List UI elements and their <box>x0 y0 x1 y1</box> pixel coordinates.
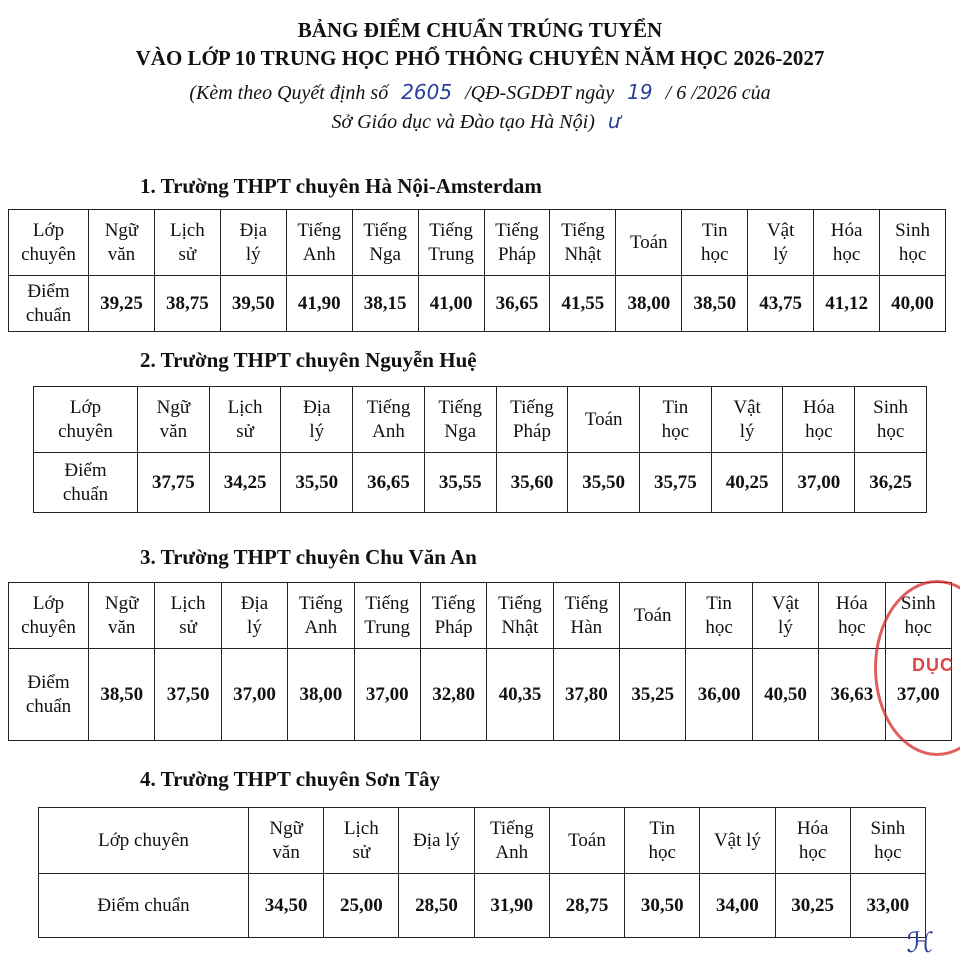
cutoff-score-cell: 34,00 <box>700 874 775 938</box>
cutoff-score-cell: 40,00 <box>880 276 946 332</box>
cutoff-score-cell: 37,00 <box>783 453 855 513</box>
class-label <box>9 210 89 276</box>
subject-name: Địa lý <box>413 829 461 851</box>
subject-name: Sinh <box>900 592 936 614</box>
cutoff-score-cell: 41,00 <box>418 276 484 332</box>
cutoff-score-cell: 37,75 <box>138 453 210 513</box>
subject-name: sử <box>179 616 197 638</box>
score-label-text: Điểm <box>27 280 70 302</box>
subject-name: học <box>701 243 729 265</box>
subject-name: Sinh <box>873 396 909 418</box>
cutoff-score-cell: 39,25 <box>89 276 155 332</box>
seal-text: DỤC <box>912 655 954 675</box>
cutoff-score-cell: 38,75 <box>154 276 220 332</box>
subject-header-cell <box>138 387 210 453</box>
subject-name: Vật <box>771 592 800 614</box>
subject-header-cell <box>814 210 880 276</box>
subject-name: lý <box>773 243 789 265</box>
school-1-score-table <box>8 209 946 332</box>
class-label <box>34 387 138 453</box>
subject-name: Ngữ <box>104 219 139 241</box>
score-label <box>9 276 89 332</box>
subject-header-cell <box>354 583 420 649</box>
subject-header-row <box>34 387 927 453</box>
subject-name: Pháp <box>497 243 536 265</box>
subject-name: Tiếng <box>363 219 407 241</box>
subject-name: Địa <box>303 396 331 418</box>
subject-header-cell <box>424 387 496 453</box>
subject-name: Nga <box>369 243 401 265</box>
subject-name: Tiếng <box>564 592 609 614</box>
cutoff-score-cell: 35,50 <box>568 453 640 513</box>
subject-header-cell <box>850 808 925 874</box>
subject-header-cell <box>220 210 286 276</box>
cutoff-score-cell: 36,25 <box>855 453 927 513</box>
school-1-title: 1. Trường THPT chuyên Hà Nội-Amsterdam <box>140 174 542 198</box>
cutoff-score-cell: 41,55 <box>550 276 616 332</box>
class-label-text: Lớp <box>69 396 102 418</box>
subject-header-cell <box>550 210 616 276</box>
subject-name: Hàn <box>570 616 603 638</box>
cutoff-score-cell: 37,80 <box>553 649 619 741</box>
class-label <box>39 808 249 874</box>
subject-name: Anh <box>304 616 338 638</box>
subject-name: Tiếng <box>438 396 483 418</box>
subject-name: học <box>805 420 833 442</box>
cutoff-score-cell: 34,50 <box>249 874 324 938</box>
subject-name: học <box>798 841 827 863</box>
subject-name: Nga <box>444 420 477 442</box>
score-label-text: chuẩn <box>25 695 72 717</box>
cutoff-score-cell: 38,15 <box>352 276 418 332</box>
subject-name: Toán <box>568 829 606 851</box>
cutoff-score-cell: 38,50 <box>89 649 155 741</box>
cutoff-score-cell: 38,50 <box>682 276 748 332</box>
subject-name: sử <box>236 420 254 442</box>
subject-header-cell <box>249 808 324 874</box>
subject-name: Tiếng <box>495 219 539 241</box>
cutoff-score-cell: 40,35 <box>487 649 553 741</box>
cutoff-score-cell: 35,50 <box>281 453 353 513</box>
subject-name: lý <box>778 616 793 638</box>
subject-header-cell <box>154 210 220 276</box>
class-label-text: Lớp <box>32 592 65 614</box>
subject-name: văn <box>159 420 188 442</box>
class-label-text: chuyên <box>21 616 76 638</box>
class-label-text: Lớp <box>32 219 65 241</box>
subject-name: học <box>661 420 690 442</box>
subject-name: học <box>832 243 861 265</box>
cutoff-score-cell: 41,12 <box>814 276 880 332</box>
subject-header-cell <box>752 583 818 649</box>
subject-name: Tiếng <box>429 219 473 241</box>
subject-name: Trung <box>364 616 411 638</box>
cutoff-score-cell: 35,55 <box>424 453 496 513</box>
school-4-score-table <box>38 807 926 938</box>
document-title-line1: BẢNG ĐIỂM CHUẨN TRÚNG TUYỂN <box>297 18 663 42</box>
subject-name: học <box>705 616 733 638</box>
subject-header-cell <box>682 210 748 276</box>
subject-name: học <box>874 841 902 863</box>
cutoff-score-cell: 40,50 <box>752 649 818 741</box>
cutoff-score-cell: 30,25 <box>775 874 850 938</box>
subject-name: Toán <box>633 604 672 626</box>
cutoff-score-cell: 28,75 <box>549 874 624 938</box>
subject-name: Tiếng <box>498 592 542 614</box>
subject-name: Hóa <box>796 817 829 839</box>
subject-header-row <box>39 808 926 874</box>
subject-name: Ngữ <box>156 396 191 418</box>
score-label-text: chuẩn <box>62 483 109 505</box>
score-label <box>9 649 89 741</box>
cutoff-score-cell: 32,80 <box>420 649 486 741</box>
subject-name: Địa <box>239 219 268 241</box>
subject-name: Tin <box>706 592 732 614</box>
subject-header-cell <box>288 583 354 649</box>
cutoff-score-cell: 40,25 <box>711 453 783 513</box>
subject-name: học <box>904 616 932 638</box>
subject-header-cell <box>616 210 682 276</box>
subject-name: Sinh <box>870 817 906 839</box>
decision-day: 19 <box>627 80 653 104</box>
subject-name: học <box>898 243 927 265</box>
subject-name: Tiếng <box>297 219 342 241</box>
subject-header-cell <box>474 808 549 874</box>
cutoff-score-cell: 37,00 <box>354 649 420 741</box>
subtitle-date-rest: / 6 /2026 của <box>665 82 771 104</box>
subject-header-row <box>9 583 952 649</box>
cutoff-score-cell: 36,65 <box>484 276 550 332</box>
subject-header-cell <box>281 387 353 453</box>
subject-name: Tiếng <box>366 396 411 418</box>
cutoff-score-cell: 36,00 <box>686 649 752 741</box>
subject-name: Lịch <box>227 396 263 418</box>
cutoff-score-cell: 41,90 <box>286 276 352 332</box>
subtitle-mid: /QĐ-SGDĐT ngày <box>465 82 615 104</box>
cutoff-score-cell: 37,00 <box>221 649 287 741</box>
school-2-title: 2. Trường THPT chuyên Nguyễn Huệ <box>140 348 477 372</box>
subject-header-cell <box>553 583 619 649</box>
cutoff-score-row <box>9 276 946 332</box>
subject-name: Tin <box>701 219 728 241</box>
subject-name: văn <box>272 841 300 863</box>
subject-header-cell <box>855 387 927 453</box>
subject-name: học <box>648 841 676 863</box>
subject-name: Pháp <box>434 616 473 638</box>
cutoff-score-cell: 38,00 <box>616 276 682 332</box>
cutoff-score-cell: 36,63 <box>819 649 885 741</box>
subject-name: Toán <box>629 231 668 253</box>
subject-header-cell <box>625 808 700 874</box>
subject-name: Lịch <box>170 592 206 614</box>
subject-name: Vật <box>733 396 761 418</box>
school-4-title: 4. Trường THPT chuyên Sơn Tây <box>140 767 441 791</box>
subject-name: Địa <box>240 592 269 614</box>
subject-header-cell <box>420 583 486 649</box>
score-label <box>34 453 138 513</box>
subject-name: Pháp <box>512 420 551 442</box>
cutoff-score-cell: 31,90 <box>474 874 549 938</box>
cutoff-score-cell: 39,50 <box>220 276 286 332</box>
subject-header-cell <box>89 210 155 276</box>
cutoff-score-row <box>39 874 926 938</box>
subject-name: Tin <box>662 396 689 418</box>
subject-name: Ngữ <box>269 817 303 839</box>
subject-name: Toán <box>584 408 623 430</box>
subtitle-line2: Sở Giáo dục và Đào tạo Hà Nội) <box>331 111 595 133</box>
subject-name: Tiếng <box>365 592 410 614</box>
subject-name: lý <box>309 420 325 442</box>
class-label-text: chuyên <box>21 243 76 265</box>
subject-header-cell <box>640 387 712 453</box>
subject-header-cell <box>880 210 946 276</box>
subject-name: văn <box>107 243 136 265</box>
subject-header-cell <box>819 583 885 649</box>
subject-name: Anh <box>302 243 336 265</box>
subject-header-cell <box>399 808 474 874</box>
subject-header-cell <box>209 387 281 453</box>
cutoff-score-cell: 43,75 <box>748 276 814 332</box>
score-label-text: Điểm chuẩn <box>97 894 190 916</box>
score-label-text: Điểm <box>64 459 107 481</box>
subject-name: Tiếng <box>561 219 605 241</box>
cutoff-score-cell: 25,00 <box>324 874 399 938</box>
school-2-score-table <box>33 386 927 513</box>
subject-header-cell <box>686 583 752 649</box>
class-label <box>9 583 89 649</box>
decision-reference <box>0 78 960 107</box>
cutoff-score-cell: 28,50 <box>399 874 474 938</box>
cutoff-score-cell: 36,65 <box>353 453 425 513</box>
subject-name: sử <box>352 841 371 863</box>
subject-header-cell <box>324 808 399 874</box>
subject-name: Lịch <box>343 817 379 839</box>
subject-name: Lịch <box>169 219 205 241</box>
class-label-text: Lớp chuyên <box>98 829 189 851</box>
subject-header-cell <box>484 210 550 276</box>
cutoff-score-cell: 38,00 <box>288 649 354 741</box>
subject-name: học <box>876 420 905 442</box>
subject-name: văn <box>107 616 136 638</box>
cutoff-score-cell: 34,25 <box>209 453 281 513</box>
subject-header-cell <box>155 583 221 649</box>
subject-header-cell <box>286 210 352 276</box>
subject-name: Hóa <box>830 219 863 241</box>
subject-name: Anh <box>495 841 529 863</box>
cutoff-score-cell: 35,75 <box>640 453 712 513</box>
school-3-title: 3. Trường THPT chuyên Chu Văn An <box>140 545 477 569</box>
cutoff-score-cell: 33,00 <box>850 874 925 938</box>
subject-name: Vật lý <box>713 829 761 851</box>
subject-header-cell <box>352 210 418 276</box>
subject-name: lý <box>247 616 262 638</box>
subject-header-cell <box>496 387 568 453</box>
subject-header-cell <box>620 583 686 649</box>
initial-mark: ư <box>607 109 621 133</box>
document-title-line2: VÀO LỚP 10 TRUNG HỌC PHỔ THÔNG CHUYÊN NĂM HỌC 2026-2027 <box>135 46 825 70</box>
cutoff-score-cell: 37,50 <box>155 649 221 741</box>
document-header <box>0 0 960 136</box>
subject-name: sử <box>178 243 197 265</box>
subject-header-row <box>9 210 946 276</box>
class-label-text: chuyên <box>58 420 113 442</box>
subject-name: Vật <box>766 219 795 241</box>
subject-name: lý <box>245 243 261 265</box>
subject-name: Tiếng <box>510 396 554 418</box>
cutoff-score-row <box>34 453 927 513</box>
subject-header-cell <box>700 808 775 874</box>
subject-header-cell <box>89 583 155 649</box>
subject-name: Hóa <box>803 396 835 418</box>
subject-header-cell <box>418 210 484 276</box>
cutoff-score-cell: 35,25 <box>620 649 686 741</box>
cutoff-score-row <box>9 649 952 741</box>
subject-name: Tiếng <box>431 592 476 614</box>
subject-header-cell <box>487 583 553 649</box>
subject-name: Hóa <box>835 592 868 614</box>
subtitle-prefix: (Kèm theo Quyết định số <box>189 82 389 104</box>
subject-header-cell <box>353 387 425 453</box>
subject-name: Nhật <box>564 243 602 265</box>
subject-header-cell <box>748 210 814 276</box>
score-label <box>39 874 249 938</box>
subject-name: Trung <box>428 243 474 265</box>
subject-header-cell <box>783 387 855 453</box>
signature-mark: ℋ <box>906 926 934 959</box>
subject-name: lý <box>739 420 755 442</box>
subject-header-cell <box>711 387 783 453</box>
subject-header-cell <box>568 387 640 453</box>
subject-name: Nhật <box>501 616 539 638</box>
cutoff-score-cell: 35,60 <box>496 453 568 513</box>
score-label-text: Điểm <box>27 671 70 693</box>
subject-header-cell <box>221 583 287 649</box>
subject-header-cell <box>549 808 624 874</box>
decision-issuer <box>0 107 960 136</box>
subject-header-cell <box>885 583 952 649</box>
subject-name: Tiếng <box>298 592 343 614</box>
school-3-score-table <box>8 582 952 741</box>
decision-number: 2605 <box>401 80 453 104</box>
subject-name: học <box>838 616 866 638</box>
subject-name: Anh <box>372 420 405 442</box>
cutoff-score-cell: 30,50 <box>625 874 700 938</box>
subject-name: Tin <box>649 817 676 839</box>
subject-name: Tiếng <box>489 817 534 839</box>
score-label-text: chuẩn <box>25 304 72 326</box>
cutoff-score-cell: 37,00 <box>885 649 952 741</box>
subject-name: Sinh <box>895 219 930 241</box>
subject-name: Ngữ <box>104 592 139 614</box>
subject-header-cell <box>775 808 850 874</box>
